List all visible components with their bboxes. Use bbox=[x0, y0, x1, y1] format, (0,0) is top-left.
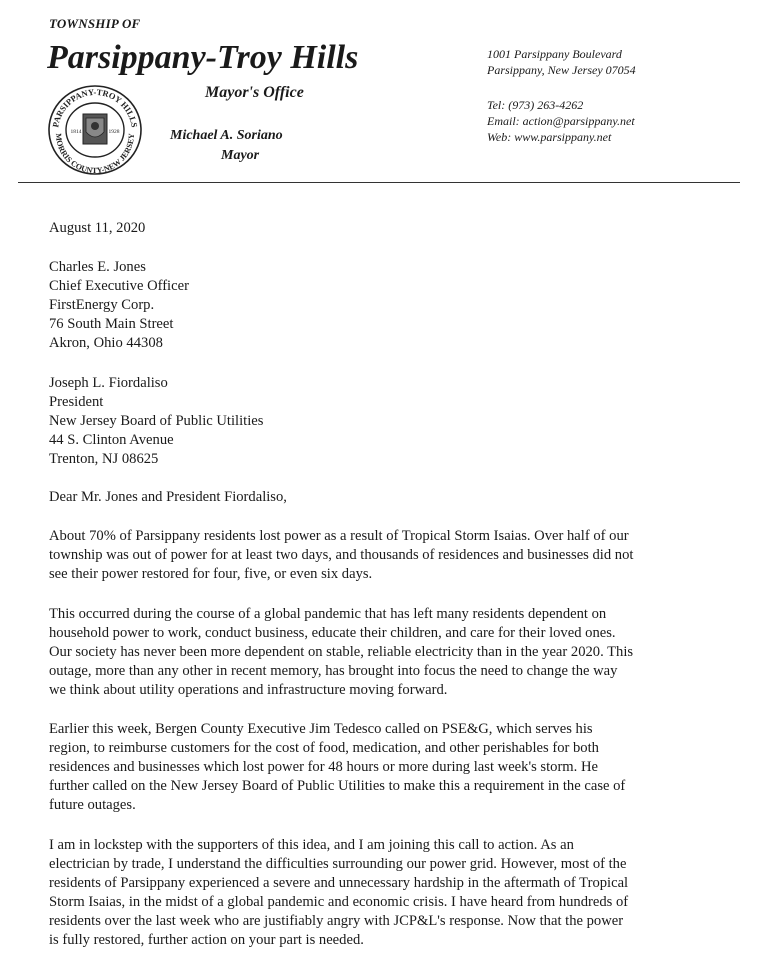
body-paragraph-2 bbox=[49, 605, 739, 700]
paragraph-line: This occurred during the course of a global pandemic that has left many residents dependent on bbox=[49, 606, 607, 622]
paragraph-line: further called on the New Jersey Board of Public Utilities to make this a requirement in the case of bbox=[49, 778, 626, 794]
recipient-2-line: Joseph L. Fiordaliso bbox=[49, 375, 168, 391]
recipient-1-line: Akron, Ohio 44308 bbox=[49, 335, 163, 351]
mayor-title: Mayor bbox=[221, 148, 260, 163]
paragraph-line: we think about utility operations and infrastructure moving forward. bbox=[49, 682, 448, 698]
paragraph-line: Earlier this week, Bergen County Executive Jim Tedesco called on PSE&G, which serves his bbox=[49, 721, 593, 737]
recipient-2-line: 44 S. Clinton Avenue bbox=[49, 432, 174, 448]
salutation: Dear Mr. Jones and President Fiordaliso, bbox=[49, 489, 287, 505]
municipality-name: Parsippany-Troy Hills bbox=[47, 39, 359, 76]
recipient-2-line: President bbox=[49, 394, 104, 410]
website: Web: www.parsippany.net bbox=[487, 130, 612, 144]
paragraph-line: residents of Parsippany experienced a severe and unnecessary hardship in the aftermath of Tropical bbox=[49, 875, 629, 891]
township-seal-icon bbox=[46, 84, 144, 176]
recipient-1-line: Chief Executive Officer bbox=[49, 278, 189, 294]
recipient-2-line: New Jersey Board of Public Utilities bbox=[49, 413, 264, 429]
paragraph-line: township was out of power for at least two days, and thousands of residences and businesses did not bbox=[49, 547, 634, 563]
recipient-2-line: Trenton, NJ 08625 bbox=[49, 451, 159, 467]
body-paragraph-3 bbox=[49, 720, 739, 815]
email: Email: action@parsippany.net bbox=[487, 114, 635, 128]
paragraph-line: residences and businesses which lost power for 48 hours or more during last week's storm. He bbox=[49, 759, 598, 775]
letter-date: August 11, 2020 bbox=[49, 220, 146, 236]
address-line-1: 1001 Parsippany Boulevard bbox=[487, 47, 622, 61]
office-name: Mayor's Office bbox=[205, 84, 304, 101]
recipient-2-address bbox=[49, 374, 263, 469]
paragraph-line: electrician by trade, I understand the difficulties surrounding our power grid. However, most of the bbox=[49, 856, 627, 872]
paragraph-line: is fully restored, further action on your part is needed. bbox=[49, 932, 364, 948]
paragraph-line: residents over the last week who are justifiably angry with JCP&L's response. Now that the power bbox=[49, 913, 624, 929]
paragraph-line: household power to work, conduct business, educate their children, and care for their loved ones. bbox=[49, 625, 616, 641]
recipient-1-line: 76 South Main Street bbox=[49, 316, 174, 332]
seal-graphic bbox=[46, 84, 144, 176]
recipient-1-address bbox=[49, 258, 189, 353]
seal-year-left: 1814 bbox=[70, 129, 82, 135]
body-paragraph-1 bbox=[49, 527, 739, 584]
paragraph-line: see their power restored for four, five, or even six days. bbox=[49, 566, 373, 582]
seal-bottom-text: MORRIS COUNTY-NEW JERSEY bbox=[53, 132, 137, 176]
township-label: TOWNSHIP OF bbox=[49, 16, 141, 31]
paragraph-line: region, to reimburse customers for the cost of food, medication, and other perishables for both bbox=[49, 740, 599, 756]
header-divider bbox=[18, 182, 740, 183]
telephone: Tel: (973) 263-4262 bbox=[487, 98, 584, 112]
seal-top-text: PARSIPPANY-TROY HILLS bbox=[50, 86, 140, 129]
mayor-name: Michael A. Soriano bbox=[170, 128, 283, 143]
paragraph-line: future outages. bbox=[49, 797, 136, 813]
paragraph-line: Storm Isaias, in the midst of a global pandemic and economic crisis. I have heard from hundreds of bbox=[49, 894, 629, 910]
paragraph-line: Our society has never been more dependent on stable, reliable electricity than in the year 2020. This bbox=[49, 644, 634, 660]
paragraph-line: I am in lockstep with the supporters of this idea, and I am joining this call to action. As an bbox=[49, 837, 574, 853]
body-paragraph-4 bbox=[49, 836, 739, 950]
paragraph-line: outage, more than any other in recent memory, has brought into focus the need to change the way bbox=[49, 663, 618, 679]
address-line-2: Parsippany, New Jersey 07054 bbox=[487, 63, 636, 77]
recipient-1-line: Charles E. Jones bbox=[49, 259, 146, 275]
seal-year-right: 1928 bbox=[108, 129, 120, 135]
recipient-1-line: FirstEnergy Corp. bbox=[49, 297, 155, 313]
paragraph-line: About 70% of Parsippany residents lost power as a result of Tropical Storm Isaias. Over half of our bbox=[49, 528, 629, 544]
